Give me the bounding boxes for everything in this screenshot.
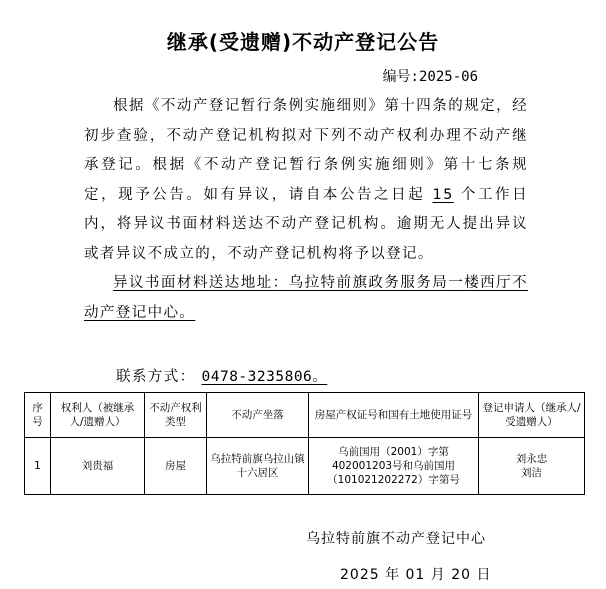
notice-paragraph-1: [84, 92, 528, 269]
address-label: 异议书面材料送达地址: [113, 275, 273, 291]
paragraph-1-text-a: 根据《不动产登记暂行条例实施细则》第十四条的规定，经初步查验，不动产登记机构拟对下列不动产权利办理不动产继承登记。根据《不动产登记暂行条例实施细则》第十七条规定，现予公告。如有异议，请自本公告之日起: [84, 98, 528, 203]
table-row: [25, 438, 585, 495]
applicant-name-1: 刘永忠: [515, 453, 548, 465]
header-serial: 序号: [25, 393, 51, 438]
issue-date: 2025 年 01 月 20 日: [340, 567, 492, 583]
notice-paragraph-2: [84, 269, 528, 328]
notice-title: 继承(受遗赠)不动产登记公告: [166, 30, 440, 54]
contact-label: 联系方式：: [116, 369, 196, 385]
cell-owner: 刘贵福: [51, 438, 145, 495]
cell-applicant: [479, 438, 585, 495]
paragraph-1-text-b: 个工作日内，将异议书面材料送达不动产登记机构。逾期无人提出异议或者异议不成立的，不动产登记机构将予以登记。: [84, 186, 529, 262]
cell-certificate: 乌前国用（2001）字第402001203号和乌前国用（101021202272）字第号: [309, 438, 479, 495]
header-location: 不动产坐落: [207, 393, 309, 438]
cell-serial: 1: [25, 438, 51, 495]
issuing-organization: 乌拉特前旗不动产登记中心: [306, 531, 486, 547]
notice-body: [84, 92, 528, 328]
applicant-name-2: 刘洁: [521, 467, 542, 479]
cell-right-type: 房屋: [145, 438, 207, 495]
address-value: ：乌拉特前旗政务服务局一楼西厅不动产登记中心。: [84, 275, 528, 321]
header-certificate: 房屋产权证号和国有土地使用证号: [309, 393, 479, 438]
objection-days: 15: [432, 186, 454, 203]
document-number: 编号:2025-06: [382, 69, 478, 85]
table-header-row: [25, 393, 585, 438]
header-owner: 权利人（被继承人/遗赠人）: [51, 393, 145, 438]
header-applicant: 登记申请人（继承人/受遗赠人）: [479, 393, 585, 438]
header-right-type: 不动产权利类型: [145, 393, 207, 438]
contact-phone: 0478-3235806。: [201, 369, 328, 385]
registration-table: [24, 392, 585, 495]
contact-line: [116, 365, 327, 386]
cell-location: 乌拉特前旗乌拉山镇十六居区: [207, 438, 309, 495]
